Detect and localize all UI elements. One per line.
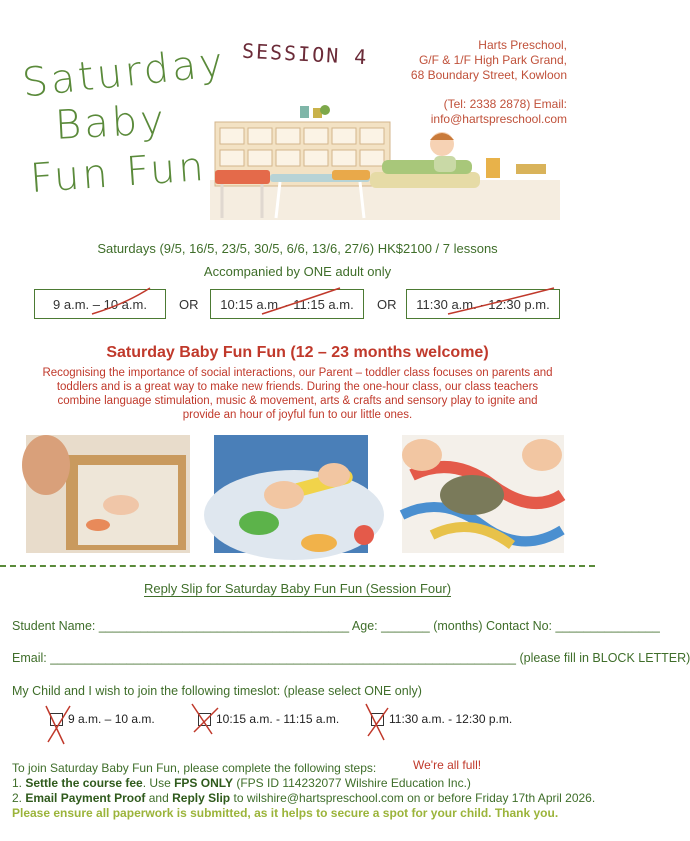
steps-block xyxy=(12,761,595,821)
checkbox-label-1: 9 a.m. – 10 a.m. xyxy=(68,712,155,726)
step-2: 2. Email Payment Proof and Reply Slip to wilshire@hartspreschool.com on or before Friday 17th April 2026. xyxy=(12,791,596,805)
timeslot-label-1: 9 a.m. – 10 a.m. xyxy=(53,296,147,312)
classroom-illustration xyxy=(210,100,560,230)
program-title: Saturday Baby Fun Fun (12 – 23 months welcome) xyxy=(106,344,489,361)
closing-note: Please ensure all paperwork is submitted, as it helps to secure a spot for your child. Thank you. xyxy=(12,806,559,820)
playdough-photo xyxy=(214,435,368,553)
cut-line xyxy=(0,565,595,567)
title-line-2: Baby xyxy=(53,97,168,149)
title-line-1: Saturday xyxy=(20,39,229,107)
step-1: 1. Settle the course fee. Use FPS ONLY (FPS ID 114232077 Wilshire Education Inc.) xyxy=(12,776,471,790)
school-tel: (Tel: 2338 2878) Email: xyxy=(443,97,567,111)
steps-intro: To join Saturday Baby Fun Fun, please complete the following steps: xyxy=(12,761,377,775)
dates-line: Saturdays (9/5, 16/5, 23/5, 30/5, 6/6, 13/6, 27/6) HK$2100 / 7 lessons xyxy=(97,241,498,256)
school-address-1: G/F & 1/F High Park Grand, xyxy=(418,53,567,67)
checkbox-label-3: 11:30 a.m. - 12:30 p.m. xyxy=(389,712,513,726)
email-field[interactable]: Email: ___________________________________________________________________ (please fill in BLOCK LETTER) xyxy=(12,651,690,665)
checkbox-label-2: 10:15 a.m. - 11:15 a.m. xyxy=(216,712,340,726)
or-label-1: OR xyxy=(179,297,199,312)
paint-play-photo xyxy=(402,435,564,553)
full-note: We're all full! xyxy=(413,758,482,772)
or-label-2: OR xyxy=(377,297,397,312)
title-line-3: Fun Fun xyxy=(28,143,209,203)
program-description: Recognising the importance of social interactions, our Parent – toddler class focuses on parents and toddlers and is a great way to make new friends. During the one-hour class, our class teachers combine language stimulation, music & movement, arts & crafts and sensory play to ignite and provide an hour of joyful fun to our little ones. xyxy=(42,367,553,421)
strike-marks xyxy=(0,280,595,320)
timeslot-label-2: 10:15 a.m. - 11:15 a.m. xyxy=(220,296,354,312)
crossed-out-checkboxes xyxy=(0,700,595,750)
timeslot-prompt: My Child and I wish to join the following timeslot: (please select ONE only) xyxy=(12,684,422,698)
session-note: SESSION 4 xyxy=(241,38,369,70)
reply-slip-title: Reply Slip for Saturday Baby Fun Fun (Session Four) xyxy=(143,581,452,596)
school-email: info@hartspreschool.com xyxy=(430,112,567,126)
school-name: Harts Preschool, xyxy=(478,38,567,52)
adult-line: Accompanied by ONE adult only xyxy=(203,264,392,279)
school-address-2: 68 Boundary Street, Kowloon xyxy=(410,68,567,82)
student-name-field[interactable]: Student Name: ____________________________________ Age: _______ (months) Contact No: _______________ xyxy=(12,619,660,633)
timeslot-label-3: 11:30 a.m. - 12:30 p.m. xyxy=(416,296,550,312)
sand-play-photo xyxy=(26,435,190,553)
